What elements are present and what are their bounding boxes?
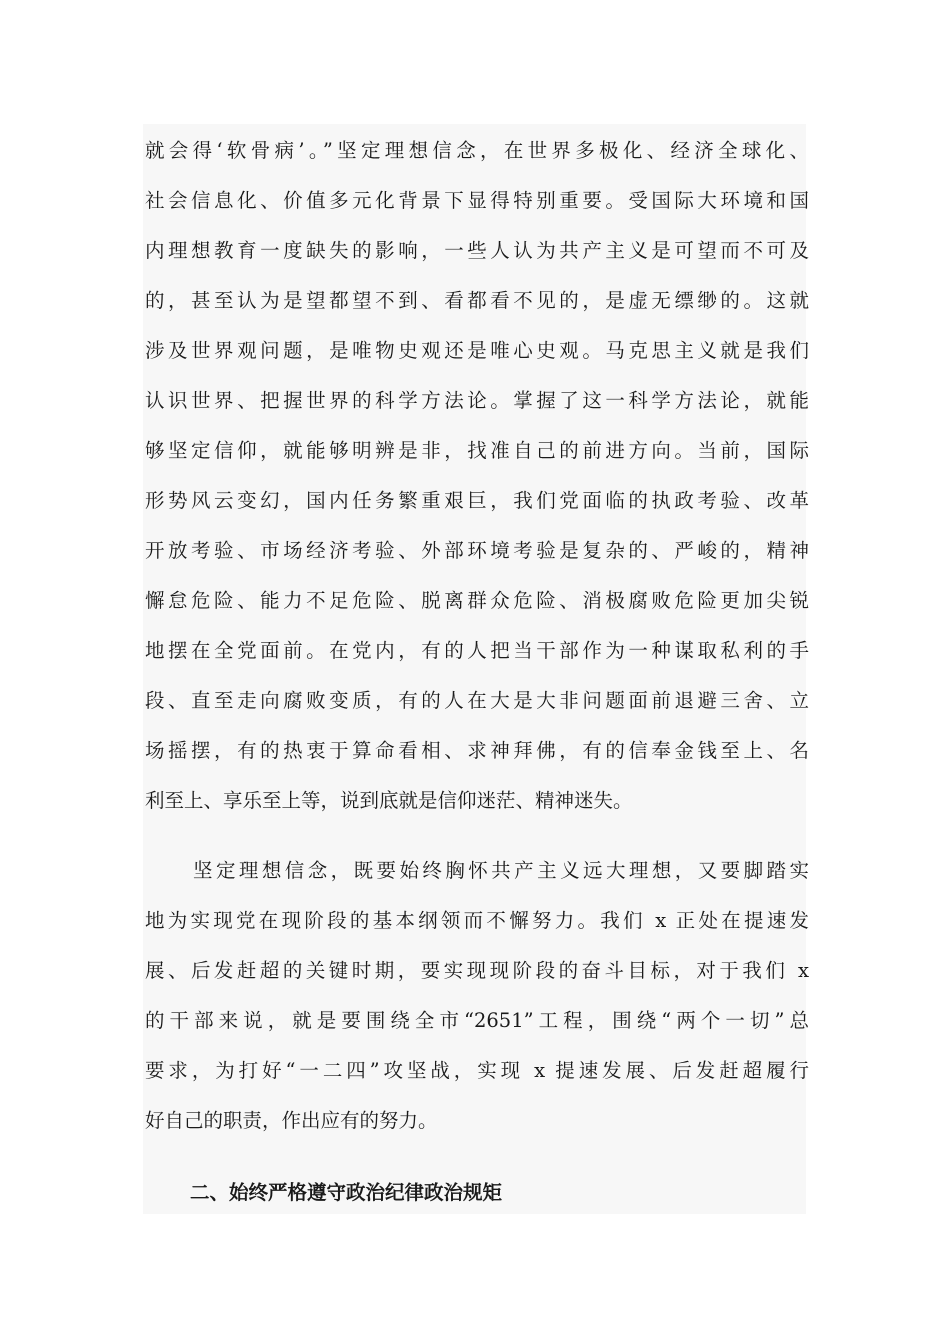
paragraph-1-line-2: 社会信息化、价值多元化背景下显得特别重要。受国际大环境和国	[145, 189, 809, 212]
paragraph-2-line-5: 要求，为打好“一二四”攻坚战，实现 x 提速发展、后发赶超履行	[145, 1059, 809, 1082]
paragraph-2-line-4: 的干部来说，就是要围绕全市“2651”工程，围绕“两个一切”总	[145, 1009, 809, 1032]
paragraph-1-line-4: 的，甚至认为是望都望不到、看都看不见的，是虚无缥缈的。这就	[145, 289, 809, 312]
paragraph-1-line-7: 够坚定信仰，就能够明辨是非，找准自己的前进方向。当前，国际	[145, 439, 809, 462]
paragraph-2-line-2: 地为实现党在现阶段的基本纲领而不懈努力。我们 x 正处在提速发	[145, 909, 809, 932]
paragraph-1-line-1: 就会得‘软骨病’。”坚定理想信念，在世界多极化、经济全球化、	[145, 139, 809, 162]
paragraph-1-line-11: 地摆在全党面前。在党内，有的人把当干部作为一种谋取私利的手	[145, 639, 809, 662]
paragraph-1-line-5: 涉及世界观问题，是唯物史观还是唯心史观。马克思主义就是我们	[145, 339, 809, 362]
paragraph-1-line-3: 内理想教育一度缺失的影响，一些人认为共产主义是可望而不可及	[145, 239, 809, 262]
paragraph-1-line-12: 段、直至走向腐败变质，有的人在大是大非问题面前退避三舍、立	[145, 689, 809, 712]
paragraph-1-line-8: 形势风云变幻，国内任务繁重艰巨，我们党面临的执政考验、改革	[145, 489, 809, 512]
paragraph-1-line-10: 懈怠危险、能力不足危险、脱离群众危险、消极腐败危险更加尖锐	[145, 589, 809, 612]
paragraph-1-line-9: 开放考验、市场经济考验、外部环境考验是复杂的、严峻的，精神	[145, 539, 809, 562]
paragraph-1-line-14: 利至上、享乐至上等，说到底就是信仰迷茫、精神迷失。	[145, 789, 633, 812]
paragraph-1-line-6: 认识世界、把握世界的科学方法论。掌握了这一科学方法论，就能	[145, 389, 809, 412]
section-heading: 二、始终严格遵守政治纪律政治规矩	[190, 1181, 503, 1204]
paragraph-2-line-6: 好自己的职责，作出应有的努力。	[145, 1109, 438, 1132]
paragraph-2-line-1: 坚定理想信念，既要始终胸怀共产主义远大理想，又要脚踏实	[193, 859, 809, 882]
paragraph-2-line-3: 展、后发赶超的关键时期，要实现现阶段的奋斗目标，对于我们 x	[145, 959, 809, 982]
paragraph-1-line-13: 场摇摆，有的热衷于算命看相、求神拜佛，有的信奉金钱至上、名	[145, 739, 809, 762]
